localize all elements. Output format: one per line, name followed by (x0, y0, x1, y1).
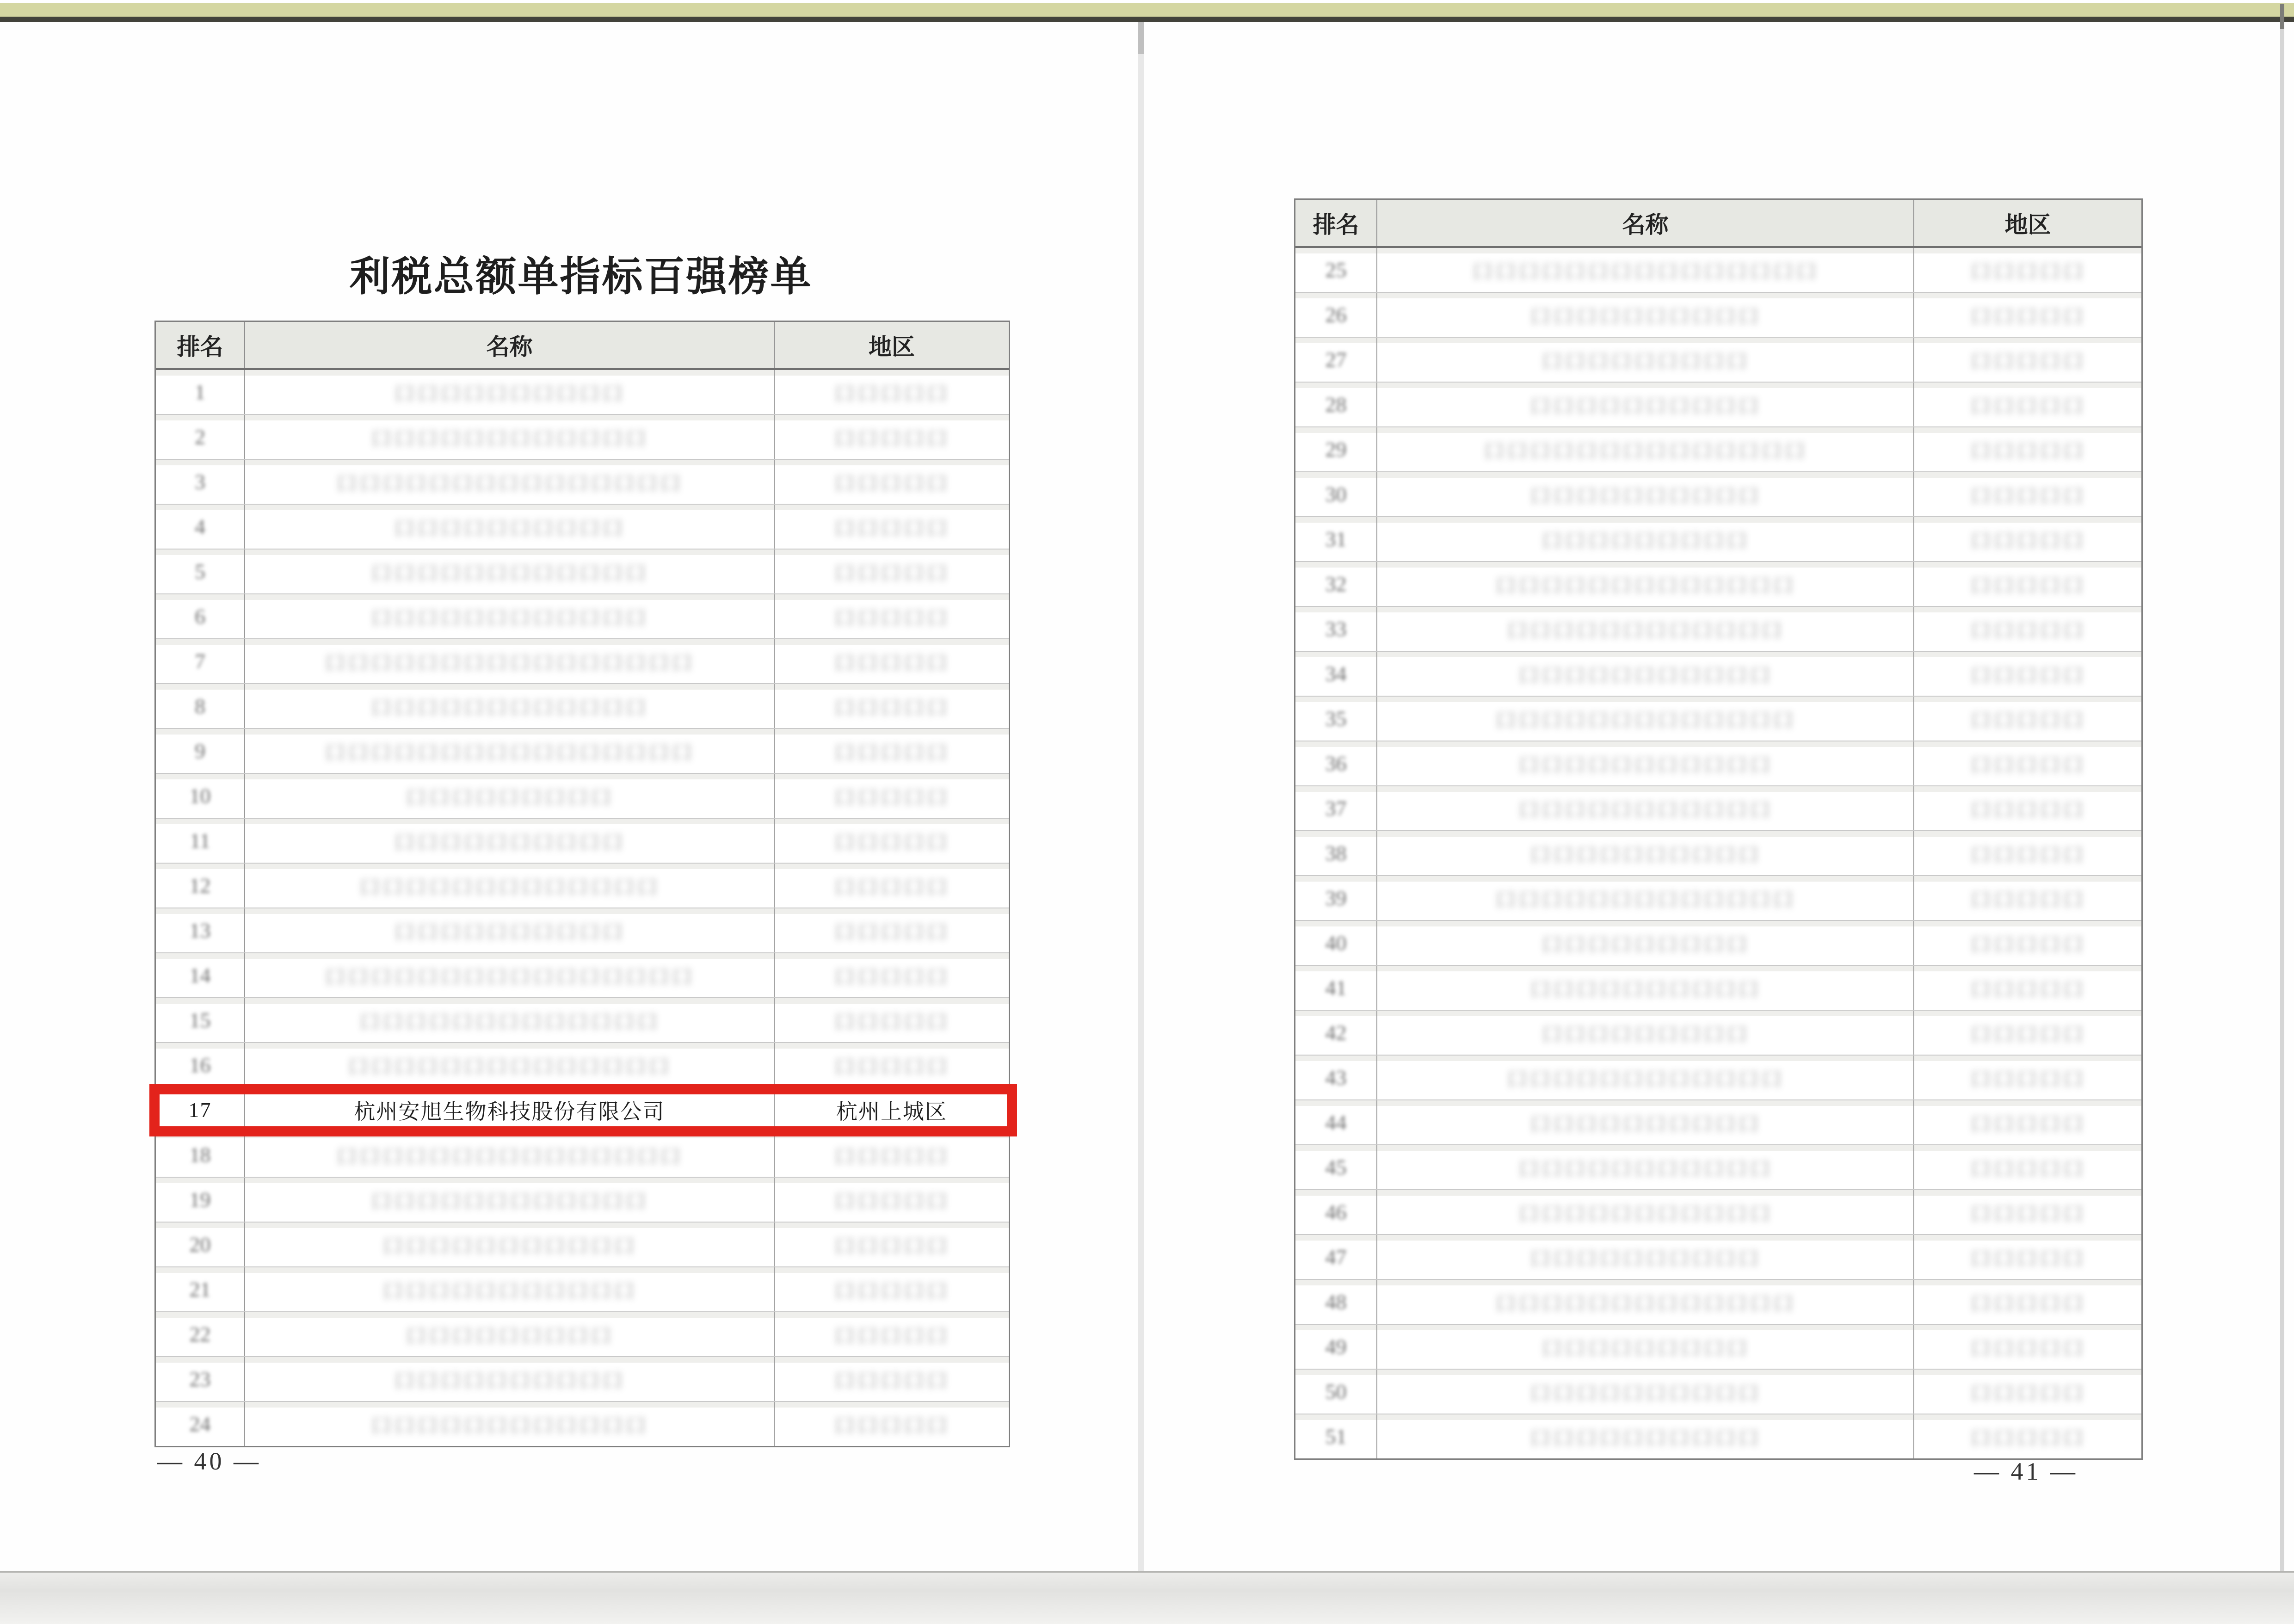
table-row (1295, 1324, 2141, 1369)
region-cell (1913, 1414, 2141, 1458)
illegible-text: 口口口口口口口口口口 (394, 1369, 625, 1393)
illegible-text: 口口口口口 (1970, 574, 2086, 598)
table-row (1295, 471, 2141, 516)
rank-cell (1295, 293, 1376, 337)
region-cell (1913, 741, 2141, 785)
illegible-text: 22 (189, 1322, 211, 1346)
company-name-cell (1376, 697, 1913, 741)
rank-cell (1295, 1325, 1376, 1369)
region-cell (1913, 831, 2141, 875)
table-header-row (1295, 200, 2141, 248)
illegible-text: 48 (1325, 1290, 1347, 1314)
illegible-text: 9 (195, 739, 205, 763)
illegible-text: 15 (189, 1008, 211, 1032)
company-name-cell (1376, 607, 1913, 651)
table-row (1295, 1055, 2141, 1099)
illegible-text: 口口口口口 (834, 1144, 950, 1168)
illegible-text: 20 (189, 1233, 211, 1256)
illegible-text: 10 (189, 784, 211, 808)
illegible-text: 口口口口口 (834, 382, 950, 406)
illegible-text: 口口口口口 (834, 606, 950, 630)
cell-text: 17 (188, 1098, 212, 1122)
illegible-text: 口口口口口口口口口口 (394, 920, 625, 944)
company-name-cell (1376, 293, 1913, 337)
illegible-text: 37 (1325, 797, 1347, 820)
region-cell (1913, 921, 2141, 965)
illegible-text: 口口口口口口口口口口口 (382, 1279, 637, 1303)
illegible-text: 口口口口口 (834, 651, 950, 675)
table-row (1295, 1369, 2141, 1414)
table-row (1295, 875, 2141, 920)
rank-cell (1295, 652, 1376, 696)
table-row (1295, 337, 2141, 382)
page-number-left: — 40 — (157, 1447, 261, 1475)
illegible-text: 口口口口口 (1970, 394, 2086, 418)
illegible-text: 口口口口口口口口口口口 (1518, 753, 1773, 777)
illegible-text: 50 (1325, 1380, 1347, 1403)
table-row-highlighted (156, 1087, 1009, 1132)
illegible-text: 口口口口口口口口口口口口口口口口 (324, 965, 695, 989)
illegible-text: 口口口口口 (1970, 618, 2086, 642)
illegible-text: 口口口口口口口口口口口口口口口 (336, 1144, 683, 1168)
table-row (1295, 830, 2141, 875)
list-title: 利税总额单指标百强榜单 (349, 255, 813, 300)
rank-cell (1295, 1190, 1376, 1234)
company-name-cell (1376, 1414, 1913, 1458)
rank-cell (1295, 248, 1376, 292)
illegible-text: 口口口口口口口口口口口口口 (1495, 1291, 1796, 1315)
illegible-text: 口口口口口 (1970, 843, 2086, 867)
rank-cell (156, 1088, 244, 1132)
region-cell (1913, 248, 2141, 292)
illegible-text: 31 (1325, 527, 1347, 551)
illegible-text: 口口口口口 (834, 1324, 950, 1348)
illegible-text: 口口口口口 (1970, 1291, 2086, 1315)
table-row (1295, 426, 2141, 471)
illegible-text: 49 (1325, 1335, 1347, 1358)
rank-cell (1295, 607, 1376, 651)
table-row (1295, 920, 2141, 965)
company-name-cell (1376, 652, 1913, 696)
region-cell (1913, 1370, 2141, 1414)
illegible-text: 14 (189, 963, 211, 987)
illegible-text: 口口口口口 (834, 426, 950, 451)
illegible-text: 口口口口口 (1970, 304, 2086, 328)
company-name-cell (1376, 1056, 1913, 1099)
company-name-cell (1376, 562, 1913, 606)
illegible-text: 口口口口口 (1970, 1247, 2086, 1271)
table-row (1295, 292, 2141, 337)
illegible-text: 口口口口口口口口口口口口口口口口 (324, 651, 695, 675)
table-row (1295, 1144, 2141, 1189)
illegible-text: 36 (1325, 752, 1347, 775)
company-name-cell (1376, 1280, 1913, 1324)
illegible-text: 7 (195, 649, 205, 673)
illegible-text: 5 (195, 560, 205, 583)
illegible-text: 口口口口口 (834, 830, 950, 854)
illegible-text: 46 (1325, 1200, 1347, 1224)
illegible-text: 28 (1325, 393, 1347, 416)
region-cell (1913, 1056, 2141, 1099)
rank-cell (1295, 786, 1376, 830)
rank-cell (1295, 427, 1376, 471)
illegible-text: 口口口口口口口口口口 (1529, 484, 1761, 508)
illegible-text: 口口口口口 (834, 1414, 950, 1438)
illegible-text: 口口口口口口口口口口口口 (1506, 618, 1784, 642)
company-name-cell (244, 1088, 774, 1132)
illegible-text: 47 (1325, 1245, 1347, 1269)
name-column-header: 名称 (1376, 200, 1913, 246)
illegible-text: 40 (1325, 931, 1347, 955)
illegible-text: 口口口口口口口口口口口 (1518, 663, 1773, 687)
company-name-cell (1376, 921, 1913, 965)
illegible-text: 口口口口口 (1970, 708, 2086, 732)
illegible-text: 16 (189, 1053, 211, 1077)
table-row (1295, 696, 2141, 741)
illegible-text: 27 (1325, 348, 1347, 371)
illegible-text: 口口口口口口口口口口口 (1518, 798, 1773, 822)
illegible-text: 口口口口口 (1970, 1336, 2086, 1360)
region-cell (1913, 1280, 2141, 1324)
rank-cell (1295, 1414, 1376, 1458)
illegible-text: 33 (1325, 617, 1347, 641)
illegible-text: 口口口口口口口口口 (1541, 529, 1750, 553)
illegible-text: 口口口口口 (834, 785, 950, 809)
cell-text: 杭州上城区 (836, 1099, 947, 1124)
illegible-text: 口口口口口 (834, 875, 950, 899)
illegible-text: 口口口口口 (834, 696, 950, 720)
illegible-text: 口口口口口 (834, 1010, 950, 1034)
illegible-text: 44 (1325, 1111, 1347, 1134)
page-number-right: — 41 — (1974, 1457, 2078, 1485)
illegible-text: 口口口口口 (834, 516, 950, 540)
illegible-text: 38 (1325, 841, 1347, 865)
region-cell (1913, 338, 2141, 382)
illegible-text: 口口口口口口口口口 (1541, 1336, 1750, 1360)
illegible-text: 口口口口口 (834, 741, 950, 765)
region-cell (1913, 1235, 2141, 1279)
region-cell (1913, 876, 2141, 920)
illegible-text: 口口口口口口口口口口口口口口口 (336, 471, 683, 495)
illegible-text: 35 (1325, 707, 1347, 730)
illegible-text: 8 (195, 694, 205, 718)
rank-cell (1295, 1011, 1376, 1055)
region-cell (1913, 1100, 2141, 1144)
illegible-text: 6 (195, 605, 205, 628)
illegible-text: 口口口口口 (1970, 753, 2086, 777)
illegible-text: 口口口口口 (834, 471, 950, 495)
illegible-text: 口口口口口 (1970, 349, 2086, 373)
illegible-text: 口口口口口口口口口口 (1529, 394, 1761, 418)
illegible-text: 口口口口口 (1970, 932, 2086, 957)
illegible-text: 11 (190, 829, 210, 852)
illegible-text: 口口口口口口口口口口口口口 (359, 1010, 660, 1034)
table-row (1295, 651, 2141, 696)
table-row (1295, 1099, 2141, 1144)
region-column-header: 地区 (1913, 200, 2141, 246)
illegible-text: 口口口口口 (1970, 888, 2086, 912)
company-name-cell (1376, 831, 1913, 875)
illegible-text: 25 (1325, 258, 1347, 282)
illegible-text: 32 (1325, 572, 1347, 596)
illegible-text: 口口口口口 (834, 920, 950, 944)
region-cell (1913, 1190, 2141, 1234)
region-cell (1913, 607, 2141, 651)
ranking-table-right (1294, 198, 2143, 1460)
table-row (1295, 741, 2141, 785)
rank-cell (1295, 562, 1376, 606)
illegible-text: 30 (1325, 482, 1347, 506)
region-cell (1913, 786, 2141, 830)
region-cell (1913, 966, 2141, 1010)
illegible-text: 34 (1325, 662, 1347, 685)
illegible-text: 口口口口口口口口口 (405, 1324, 614, 1348)
rank-cell (1295, 472, 1376, 516)
table-row (1295, 382, 2141, 426)
illegible-text: 口口口口口 (834, 561, 950, 585)
region-cell (1913, 697, 2141, 741)
region-cell (1913, 562, 2141, 606)
region-cell (1913, 427, 2141, 471)
company-name-cell (1376, 1235, 1913, 1279)
illegible-text: 21 (189, 1278, 211, 1301)
illegible-text: 口口口口口口口口口口口口口口 (1483, 439, 1807, 463)
company-name-cell (1376, 1325, 1913, 1369)
illegible-text: 口口口口口口口口口口 (394, 382, 625, 406)
illegible-text: 口口口口口口口口口口口口 (370, 1189, 648, 1213)
illegible-text: 口口口口口 (834, 965, 950, 989)
illegible-text: 口口口口口 (1970, 1426, 2086, 1450)
illegible-text: 口口口口口口口口口口口口 (370, 561, 648, 585)
region-cell (1913, 517, 2141, 561)
illegible-text: 口口口口口口口口口 (405, 785, 614, 809)
cell-text: 杭州安旭生物科技股份有限公司 (354, 1099, 665, 1124)
region-cell (1913, 472, 2141, 516)
table-row (1295, 606, 2141, 651)
illegible-text: 23 (189, 1367, 211, 1391)
table-row (1295, 1414, 2141, 1458)
illegible-text: 口口口口口口口口口口 (394, 516, 625, 540)
illegible-text: 口口口口口 (834, 1369, 950, 1393)
rank-column-header: 排名 (177, 334, 223, 360)
illegible-text: 口口口口口口口口口 (1541, 1022, 1750, 1046)
illegible-text: 口口口口口 (1970, 529, 2086, 553)
illegible-text: 24 (189, 1412, 211, 1436)
rank-column-header: 排名 (1313, 212, 1359, 238)
illegible-text: 口口口口口 (834, 1279, 950, 1303)
illegible-text: 口口口口口 (1970, 977, 2086, 1001)
illegible-text: 13 (189, 919, 211, 942)
region-cell (774, 1088, 1009, 1132)
company-name-cell (1376, 1370, 1913, 1414)
rank-cell (1295, 1145, 1376, 1189)
company-name-cell (1376, 1145, 1913, 1189)
rank-cell (1295, 517, 1376, 561)
illegible-text: 43 (1325, 1066, 1347, 1089)
region-cell (1913, 652, 2141, 696)
illegible-text: 口口口口口 (1970, 798, 2086, 822)
company-name-cell (1376, 1011, 1913, 1055)
illegible-text: 口口口口口口口口口 (1541, 349, 1750, 373)
illegible-text: 口口口口口 (1970, 1381, 2086, 1405)
illegible-text: 口口口口口 (1970, 1202, 2086, 1226)
region-cell (1913, 383, 2141, 426)
illegible-text: 口口口口口口口口口口口口口 (359, 875, 660, 899)
illegible-text: 口口口口口口口口口口口口口口 (347, 1055, 672, 1079)
region-cell (1913, 1145, 2141, 1189)
rank-cell (1295, 338, 1376, 382)
illegible-text: 口口口口口 (834, 1189, 950, 1213)
illegible-text: 2 (195, 425, 205, 449)
table-row (1295, 1189, 2141, 1234)
table-row (1295, 561, 2141, 606)
illegible-text: 口口口口口 (1970, 259, 2086, 284)
company-name-cell (1376, 517, 1913, 561)
illegible-text: 口口口口口口口口口 (1541, 932, 1750, 957)
table-row (1295, 516, 2141, 561)
company-name-cell (1376, 1100, 1913, 1144)
illegible-text: 18 (189, 1143, 211, 1167)
illegible-text: 口口口口口口口口口口 (1529, 1381, 1761, 1405)
name-column-header: 名称 (244, 322, 774, 368)
illegible-text: 口口口口口口口口口口口 (1518, 1202, 1773, 1226)
illegible-text: 39 (1325, 886, 1347, 910)
illegible-text: 口口口口口口口口口口口口口 (1495, 888, 1796, 912)
illegible-text: 口口口口口口口口口口 (1529, 1426, 1761, 1450)
region-column-header: 地区 (774, 322, 1009, 368)
illegible-text: 51 (1325, 1425, 1347, 1448)
illegible-text: 12 (189, 874, 211, 897)
illegible-text: 口口口口口 (1970, 439, 2086, 463)
company-name-cell (1376, 876, 1913, 920)
table-row (1295, 785, 2141, 830)
rank-cell (1295, 1056, 1376, 1099)
illegible-text: 口口口口口 (834, 1234, 950, 1258)
company-name-cell (1376, 248, 1913, 292)
region-cell (1913, 293, 2141, 337)
table-row (1295, 1010, 2141, 1055)
table-row (1295, 248, 2141, 292)
illegible-text: 口口口口口口口口口口口口口 (1495, 708, 1796, 732)
illegible-text: 口口口口口口口口口口口口 (1506, 1067, 1784, 1091)
illegible-text: 41 (1325, 976, 1347, 1000)
illegible-text: 口口口口口 (834, 1055, 950, 1079)
illegible-text: 口口口口口口口口口口口口口口口口 (324, 741, 695, 765)
illegible-text: 4 (195, 515, 205, 538)
rank-cell (1295, 1100, 1376, 1144)
rank-cell (1295, 1235, 1376, 1279)
region-cell (1913, 1011, 2141, 1055)
illegible-text: 口口口口口口口口口口口 (382, 1234, 637, 1258)
illegible-text: 口口口口口口口口口口口口 (370, 426, 648, 451)
table-row (1295, 1234, 2141, 1279)
company-name-cell (1376, 966, 1913, 1010)
illegible-text: 口口口口口 (1970, 1022, 2086, 1046)
illegible-text: 口口口口口口口口口口 (1529, 843, 1761, 867)
illegible-text: 口口口口口口口口口口口 (1518, 1157, 1773, 1181)
illegible-text: 45 (1325, 1155, 1347, 1179)
company-name-cell (1376, 383, 1913, 426)
rank-cell (1295, 697, 1376, 741)
company-name-cell (1376, 786, 1913, 830)
company-name-cell (1376, 427, 1913, 471)
illegible-text: 口口口口口 (1970, 484, 2086, 508)
rank-cell (1295, 921, 1376, 965)
company-name-cell (1376, 1190, 1913, 1234)
company-name-cell (1376, 338, 1913, 382)
rank-cell (1295, 741, 1376, 785)
illegible-text: 口口口口口 (1970, 663, 2086, 687)
company-name-cell (1376, 472, 1913, 516)
illegible-text: 42 (1325, 1021, 1347, 1044)
illegible-text: 29 (1325, 438, 1347, 461)
illegible-text: 口口口口口口口口口口 (1529, 304, 1761, 328)
illegible-text: 口口口口口口口口口口 (1529, 977, 1761, 1001)
rank-cell (1295, 1280, 1376, 1324)
illegible-text: 口口口口口口口口口口 (394, 830, 625, 854)
rank-cell (1295, 876, 1376, 920)
rank-cell (1295, 383, 1376, 426)
illegible-text: 口口口口口 (1970, 1157, 2086, 1181)
illegible-text: 口口口口口 (1970, 1067, 2086, 1091)
illegible-text: 口口口口口口口口口口 (1529, 1112, 1761, 1136)
illegible-text: 口口口口口口口口口口口口 (370, 696, 648, 720)
illegible-text: 口口口口口口口口口口口口 (370, 1414, 648, 1438)
rank-cell (1295, 966, 1376, 1010)
table-row (1295, 965, 2141, 1010)
illegible-text: 口口口口口 (1970, 1112, 2086, 1136)
illegible-text: 口口口口口口口口口口口口口口口 (1472, 259, 1819, 284)
rank-cell (1295, 1370, 1376, 1414)
illegible-text: 口口口口口口口口口口口口 (370, 606, 648, 630)
illegible-text: 口口口口口口口口口口口口口 (1495, 574, 1796, 598)
table-body (1295, 248, 2141, 1458)
illegible-text: 26 (1325, 303, 1347, 327)
table-row (1295, 1279, 2141, 1324)
region-cell (1913, 1325, 2141, 1369)
illegible-text: 1 (195, 380, 205, 404)
company-name-cell (1376, 741, 1913, 785)
illegible-text: 3 (195, 470, 205, 494)
illegible-text: 19 (189, 1188, 211, 1211)
illegible-text: 口口口口口口口口口口 (1529, 1247, 1761, 1271)
rank-cell (1295, 831, 1376, 875)
